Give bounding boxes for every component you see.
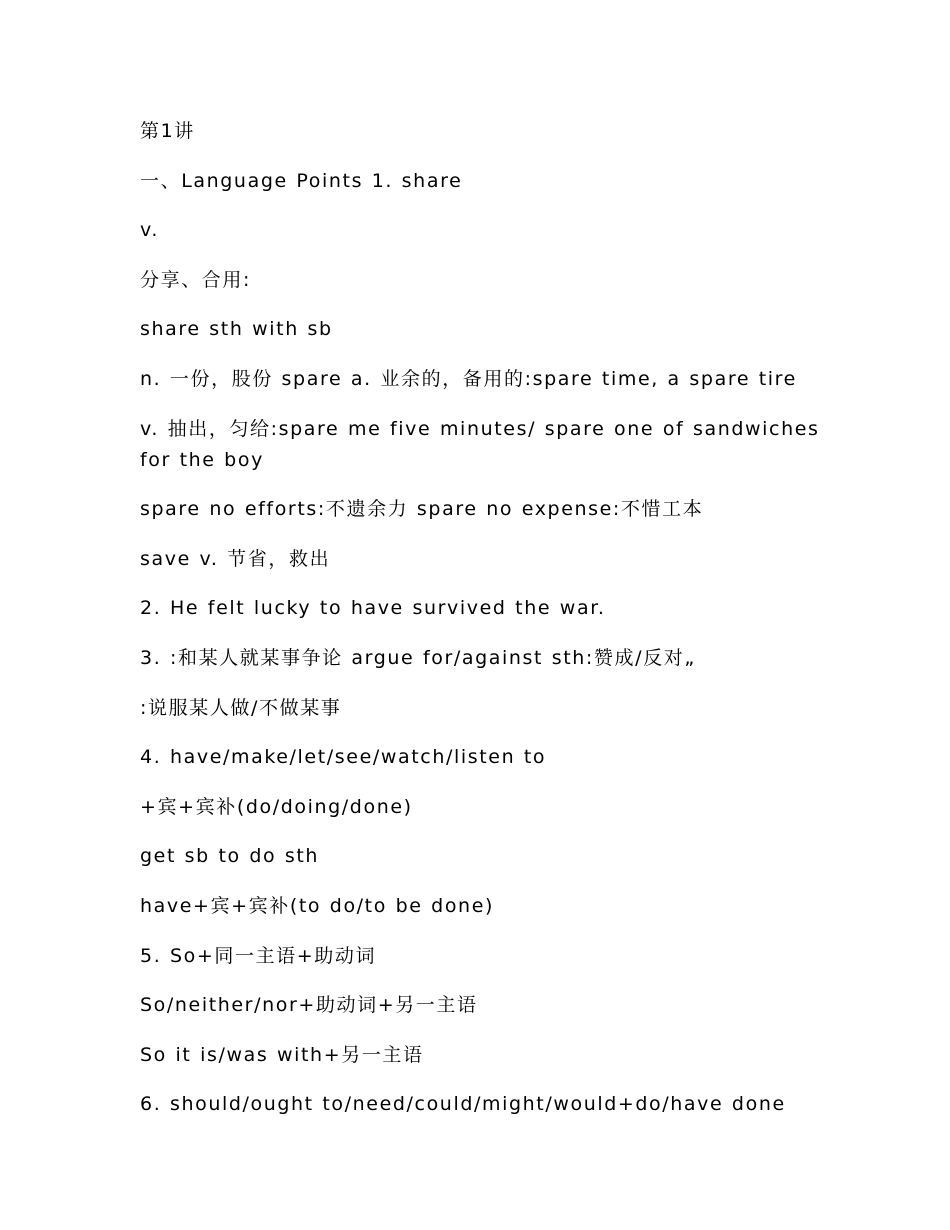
text-line: 6. should/ought to/need/could/might/would+do/have done <box>140 1093 786 1116</box>
text-line: share sth with sb <box>140 318 333 341</box>
text-line: v. 抽出，匀给:spare me five minutes/ spare one of sandwiches for the boy <box>140 417 820 471</box>
text-line: 5. So+同一主语+助动词 <box>140 944 377 967</box>
text-line: n. 一份，股份 spare a. 业余的，备用的:spare time, a spare tire <box>140 367 797 390</box>
text-line: spare no efforts:不遗余力 spare no expense:不惜工本 <box>140 498 704 521</box>
document-body <box>140 116 820 1139</box>
text-line: save v. 节省，救出 <box>140 547 331 570</box>
text-line: 4. have/make/let/see/watch/listen to <box>140 746 547 769</box>
text-line: +宾+宾补(do/doing/done) <box>140 795 413 818</box>
text-line: 2. He felt lucky to have survived the war. <box>140 597 606 620</box>
lecture-heading: 第1讲 <box>140 120 195 142</box>
text-line: v. <box>140 219 160 242</box>
text-line: 3. :和某人就某事争论 argue for/against sth:赞成/反对„ <box>140 646 696 669</box>
language-points-heading: 一、Language Points 1. share <box>140 169 463 192</box>
text-line: So/neither/nor+助动词+另一主语 <box>140 994 478 1017</box>
text-line: :说服某人做/不做某事 <box>140 696 342 719</box>
text-line: 分享、合用: <box>140 268 252 291</box>
text-line: So it is/was with+另一主语 <box>140 1043 424 1066</box>
text-line: have+宾+宾补(to do/to be done) <box>140 894 495 917</box>
text-line: get sb to do sth <box>140 845 320 868</box>
